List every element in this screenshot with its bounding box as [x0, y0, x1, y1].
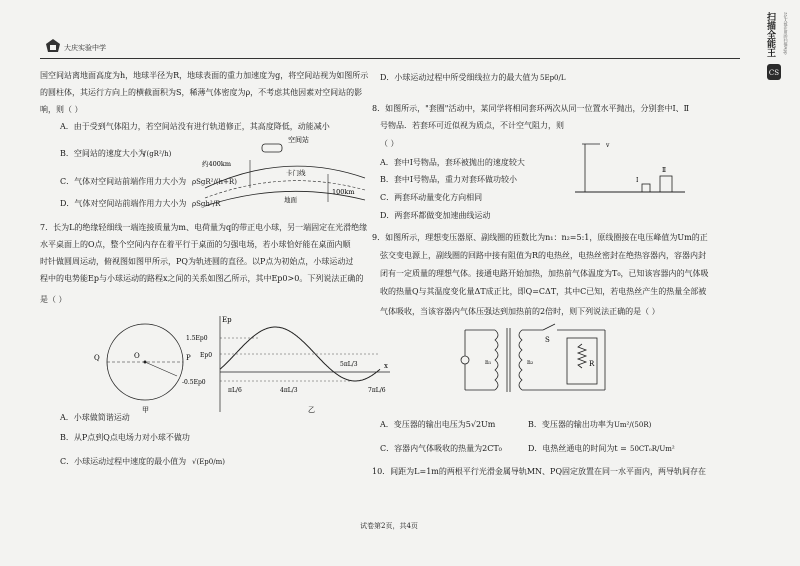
- q8-line3: （ ）: [380, 139, 399, 148]
- q9-line3: 闭有一定质量的理想气体。接通电路开始加热，加热前气体温度为T₀，已知该容器内的气体吸: [380, 269, 709, 278]
- q6-option-d: D．气体对空间站前端作用力大小为: [60, 199, 187, 208]
- label-yi: 乙: [308, 406, 315, 414]
- label-100km: 100km: [332, 188, 355, 196]
- q8-option-d: D．两套环都做变加速曲线运动: [380, 211, 491, 220]
- space-station-figure: [200, 130, 370, 210]
- label-S: S: [545, 336, 550, 344]
- tick-1.5Ep0: 1.5Ep0: [186, 335, 208, 342]
- q9-option-b-expr: Um²/(50R): [614, 421, 652, 429]
- tick-7pi-6: 7πL/6: [368, 387, 386, 394]
- circle-figure-jia: [90, 320, 200, 415]
- label-n1: n₁: [485, 359, 492, 366]
- transformer-circuit: [455, 320, 615, 400]
- label-karman: 卡门线: [286, 169, 306, 177]
- q10-line1: 10．间距为L=1m的两根平行光滑金属导轨MN、PQ固定放置在同一水平面内，两导轨间存在: [372, 467, 707, 476]
- axis-Ep: Ep: [222, 316, 232, 324]
- label-P: P: [186, 354, 191, 362]
- label-ground: 地面: [284, 196, 297, 204]
- q6-option-d-expr: ρSgh²/R: [192, 200, 221, 208]
- q7-option-c-expr: √(Ep0/m): [192, 458, 225, 466]
- q7-option-c: C．小球运动过程中速度的最小值为: [60, 457, 187, 466]
- school-name: 大庆实验中学: [64, 44, 106, 52]
- q8-line2: 号物品．若套环可近似视为质点，不计空气阻力，则: [380, 121, 564, 130]
- label-station: 空间站: [288, 136, 309, 144]
- q7-option-a: A．小球做简谐运动: [60, 413, 130, 422]
- q9-option-c: C．容器内气体吸收的热量为2CT₀: [380, 444, 502, 453]
- station-cylinder: [262, 144, 282, 152]
- q6-option-b: B．空间站的速度大小为: [60, 149, 146, 158]
- q6-option-a: A．由于受到气体阻力，若空间站没有进行轨道修正，其高度降低，动能减小: [60, 122, 330, 131]
- q6-option-c-expr: ρSgR²/(h+R): [192, 178, 237, 186]
- q6-option-b-expr: √(gR²/h): [142, 150, 172, 158]
- q7-line3: 时针做圆周运动，俯视图如图甲所示，PQ为轨迹圆的直径。以P点为初始点，小球运动过: [40, 257, 354, 266]
- q9-option-a: A．变压器的输出电压为5√2Um: [380, 420, 496, 429]
- tick-Ep0: Ep0: [200, 352, 213, 359]
- q7-line1: 7．长为L的绝缘轻细线一端连接质量为m、电荷量为q的带正电小球，另一端固定在光滑绝缘: [40, 223, 368, 232]
- q7-option-d-expr: 5Ep0/L: [540, 74, 566, 82]
- q6-option-c: C．气体对空间站前端作用力大小为: [60, 177, 187, 186]
- label-item-I: Ⅰ: [636, 177, 639, 184]
- label-O: O: [134, 352, 140, 360]
- potential-energy-graph: [182, 312, 400, 417]
- scanner-brand: 扫描全能王: [765, 12, 775, 57]
- scanner-badge: CS: [768, 69, 780, 77]
- q8-option-b: B．套中Ⅰ号物品，重力对套环做功较小: [380, 175, 518, 184]
- scanner-watermark: [764, 4, 794, 86]
- q9-line5: 气体吸收，当该容器内气体压强达到加热前的2倍时，则下列说法正确的是（ ）: [380, 307, 660, 316]
- q7-option-b: B．从P点到Q点电场力对小球不做功: [60, 433, 190, 442]
- q8-line1: 8．如图所示，"套圈"活动中，某同学将相同套环两次从同一位置水平抛出，分别套中Ⅰ、Ⅱ: [372, 104, 690, 113]
- label-n2: n₂: [527, 359, 534, 366]
- q6-intro-line2: 的圆柱体，其运行方向上的横截面积为S，稀薄气体密度为ρ，不考虑其他因素对空间站的影: [40, 88, 363, 97]
- q8-option-c: C．两套环动量变化方向相同: [380, 193, 483, 202]
- label-400km: 约400km: [202, 160, 232, 168]
- axis-x: x: [384, 362, 388, 370]
- page-footer: 试卷第2页，共4页: [360, 522, 418, 530]
- header-rule: [40, 58, 740, 59]
- label-R: R: [589, 360, 595, 368]
- school-logo: [44, 38, 62, 54]
- q9-line2: 弦交变电源上，副线圈的回路中接有阻值为R的电热丝，电热丝密封在绝热容器内，容器内封: [380, 251, 707, 260]
- q7-option-d: D．小球运动过程中所受细线拉力的最大值为: [380, 73, 539, 82]
- tick-pi-6: πL/6: [228, 387, 242, 394]
- label-item-II: Ⅱ: [662, 167, 667, 174]
- q7-line2: 水平桌面上的O点，整个空间内存在着平行于桌面的匀强电场，若小球恰好能在桌面内顺: [40, 240, 351, 249]
- q7-line4: 程中的电势能Ep与小球运动的路程x之间的关系如图乙所示，其中Ep0>0。下列说法正确的: [40, 274, 364, 283]
- q9-option-d: D．电热丝通电的时间为t =: [528, 444, 627, 453]
- label-jia: 甲: [142, 406, 149, 414]
- tick-neg-half: -0.5Ep0: [182, 379, 206, 386]
- q6-intro-line1: 国空间站离地面高度为h，地球半径为R，地球表面的重力加速度为g，将空间站视为如图所示: [40, 71, 369, 80]
- q9-option-b: B．变压器的输出功率为: [528, 420, 614, 429]
- q9-line4: 收的热量Q与其温度变化量ΔT成正比，即Q=CΔT，其中C已知，若电热丝产生的热量全部被: [380, 287, 707, 296]
- q6-intro-line3: 响，则（ ）: [40, 105, 83, 114]
- q9-option-d-expr: 50CT₀R/Um²: [630, 445, 675, 453]
- label-Q: Q: [94, 354, 100, 362]
- tick-5pi-3: 5πL/3: [340, 361, 358, 368]
- q9-line1: 9．如图所示，理想变压器原、副线圈的匝数比为n₁：n₂=5:1，原线圈接在电压峰值为Um的正: [372, 233, 708, 242]
- q7-line5: 是（ ）: [40, 295, 67, 304]
- ring-toss-figure: [570, 130, 690, 200]
- label-v: v: [606, 142, 610, 149]
- q8-option-a: A．套中Ⅰ号物品，套环被抛出的速度较大: [380, 158, 525, 167]
- scanner-subtitle: 3亿人都在用的扫描App: [783, 12, 789, 55]
- tick-4pi-3: 4πL/3: [280, 387, 298, 394]
